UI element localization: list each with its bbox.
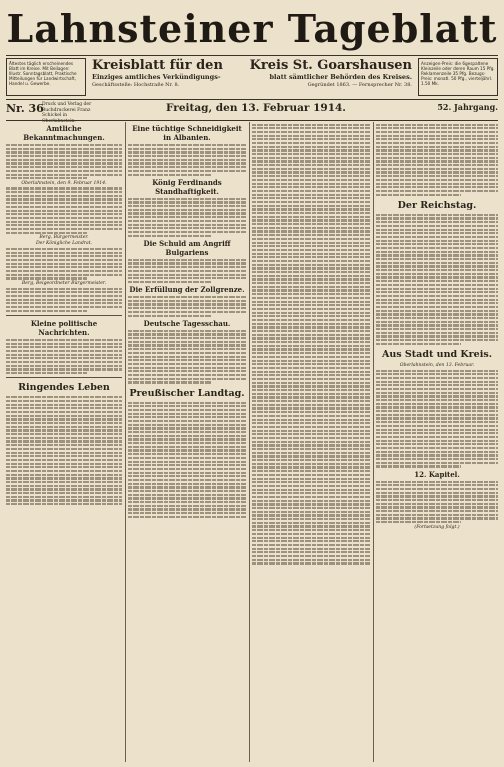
office-address: Geschäftsstelle: Hochstraße Nr. 8. xyxy=(92,82,180,88)
section-heading: Die Erfüllung der Zollgrenze. xyxy=(129,285,245,295)
feuilleton-heading: Ringendes Leben xyxy=(18,382,110,394)
article-body xyxy=(376,370,498,468)
article-body xyxy=(128,144,246,176)
continued-note: (Fortsetzung folgt.) xyxy=(414,524,460,530)
dateline: Oberlahnstein, den 13. Februar. xyxy=(399,363,475,368)
newspaper-title: Lahnsteiner Tageblatt xyxy=(6,6,498,51)
section-heading: Eine tüchtige Schneidigkeit in Albanien. xyxy=(132,124,242,142)
signature: Berg, Beigeordneter Bürgermeister. xyxy=(21,281,107,286)
article-body xyxy=(128,296,246,317)
signature: Berg, Bürgermeister. xyxy=(39,235,89,241)
section-heading: Preußischer Landtag. xyxy=(129,387,245,399)
kreisblatt-left: Kreisblatt für den xyxy=(92,58,223,73)
section-heading: Deutsche Tagesschau. xyxy=(143,318,231,328)
section-heading: Amtliche Bekanntmachungen. xyxy=(23,124,105,142)
section-heading: Aus Stadt und Kreis. xyxy=(381,349,492,360)
article-body xyxy=(128,402,246,519)
kreisblatt-header xyxy=(92,58,412,89)
issue-date: Freitag, den 13. Februar 1914. xyxy=(166,102,346,114)
organ-right: blatt sämtlicher Behörden des Kreises. xyxy=(269,73,412,81)
section-heading: König Ferdinands Standhaftigkeit. xyxy=(152,177,222,196)
article-body xyxy=(6,396,122,505)
date-bar xyxy=(6,100,498,124)
print-info: Druck und Verlag der Buchdruckerei Franz Schickel in Oberlahnstein. xyxy=(42,102,92,124)
date-rule xyxy=(6,120,498,121)
masthead-rule xyxy=(6,55,498,56)
article-body xyxy=(128,330,246,384)
column-1 xyxy=(6,122,122,762)
signature: Der Königliche Landrat. xyxy=(35,241,93,247)
article-body xyxy=(128,259,246,283)
article-body xyxy=(6,248,122,280)
column-2 xyxy=(128,122,246,762)
section-heading: Der Reichstag. xyxy=(397,199,477,211)
masthead xyxy=(6,4,498,54)
article-body xyxy=(376,481,498,524)
issue-year: 52. Jahrgang. xyxy=(437,102,498,112)
right-price-box: Anzeigen-Preis: die 6gespaltene Kleinzeile oder deren Raum 15 Pfg. Reklamenzeile 35 Pfg. Bezugs-Preis: monatl. 50 Pfg., vierteljährl. 1.50 Mk. xyxy=(418,58,498,96)
section-heading: Kleine politische Nachrichten. xyxy=(30,318,98,337)
subtitle-bar xyxy=(6,58,498,98)
chapter-heading: 12. Kapitel. xyxy=(414,469,460,479)
left-info-box: Ältestes täglich erscheinendes Blatt im Kreise. Mit Beilagen: Illustr. Sonntagsblatt, Praktische Mitteilungen für Landwirtschaft, Handel u. Gewerbe. xyxy=(6,58,86,96)
founded-phone: Gegründet 1863. — Fernsprecher Nr. 38. xyxy=(307,82,412,88)
issue-number: Nr. 36 xyxy=(6,102,44,115)
section-heading: Die Schuld am Angriff Bulgariens xyxy=(143,238,231,257)
kreisblatt-right: Kreis St. Goarshausen xyxy=(249,58,412,73)
article-body xyxy=(376,214,498,345)
article-body xyxy=(6,288,122,312)
article-body xyxy=(6,339,122,374)
article-body xyxy=(128,198,246,237)
article-body xyxy=(6,144,122,179)
article-body xyxy=(252,124,370,565)
organ-left: Einziges amtliches Verkündigungs- xyxy=(92,73,221,81)
column-3 xyxy=(252,122,370,762)
article-body xyxy=(6,187,122,233)
column-4 xyxy=(376,122,498,762)
signature: Oberlahnstein, den 9. Februar 1914. xyxy=(21,180,107,186)
article-body xyxy=(376,124,498,196)
columns xyxy=(6,122,498,762)
